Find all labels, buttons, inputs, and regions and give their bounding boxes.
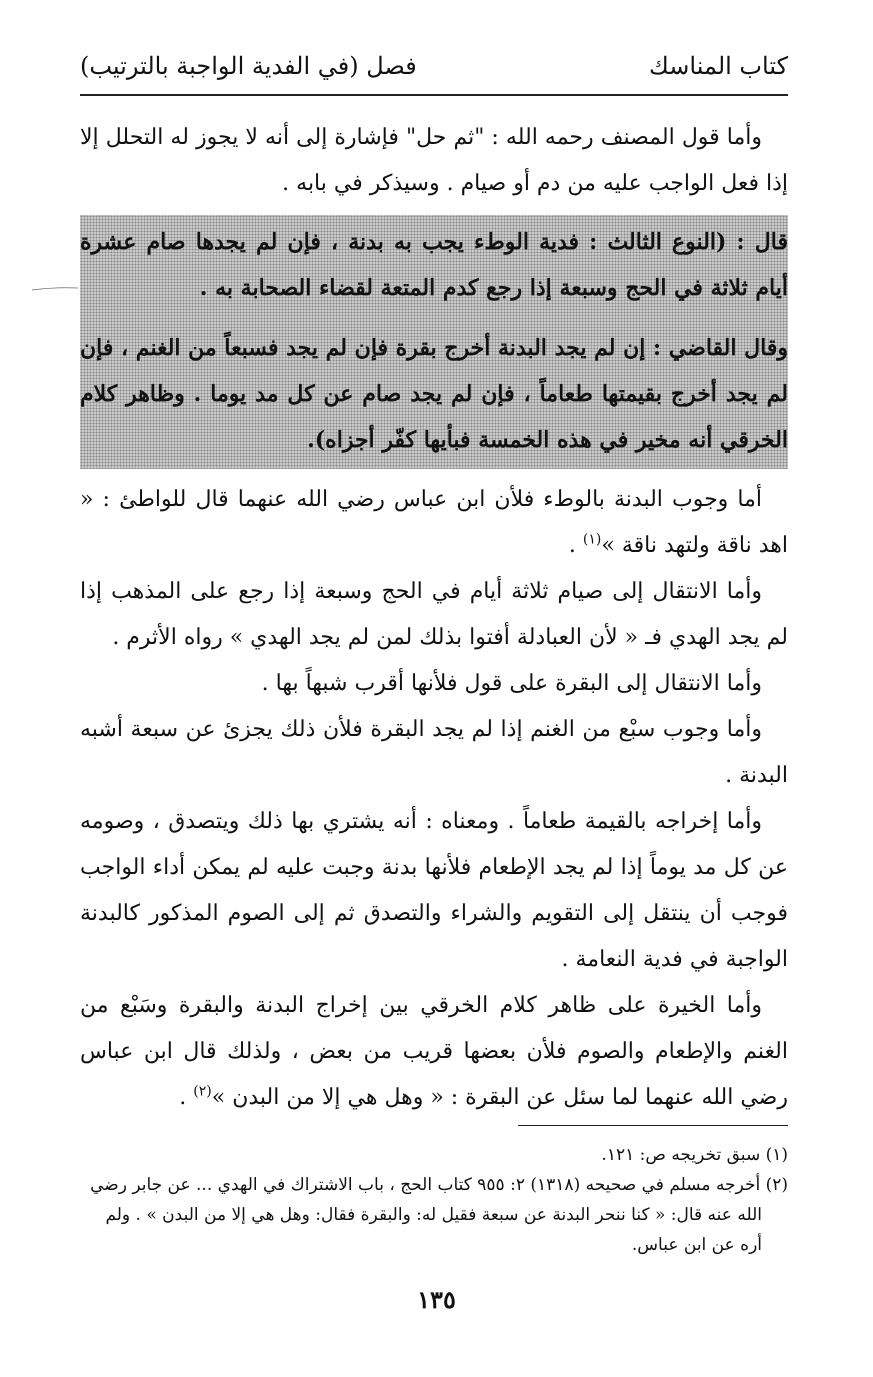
footnote-1: (١) سبق تخريجه ص: ١٢١. [601,1145,788,1165]
book-title: كتاب المناسك [649,52,788,80]
margin-mark [30,286,80,292]
paragraph-1 [80,477,788,569]
paragraph-5: وأما إخراجه بالقيمة طعاماً . ومعناه : أنه يشتري بها ذلك ويتصدق ، وصومه عن كل مد يوماً إذا لم يجد الإطعام فلأنها بدنة وجبت عليه لم يمكن أداء الواجب فوجب أن ينتقل إلى التقويم والشراء والتصدق ثم إلى الصوم المذكور كالبدنة الواجبة في فدية النعامة . [80,809,789,972]
footnote-ref-2: (٢) [193,1083,212,1100]
quoted-matn-block [80,215,788,469]
paragraph-6-end: . [179,1085,194,1110]
page-number: ١٣٥ [417,1285,456,1314]
intro-paragraph: وأما قول المصنف رحمه الله : "ثم حل" فإشارة إلى أنه لا يجوز له التحلل إلا إذا فعل الواجب عليه من دم أو صيام . وسيذكر في بابه . [80,125,788,196]
matn-paragraph-2: وقال القاضي : إن لم يجد البدنة أخرج بقرة فإن لم يجد فسبعاً من الغنم ، فإن لم يجد أخرج بقيمتها طعاماً ، فإن لم يجد صام عن كل مد يوما . وظاهر كلام الخرقي أنه مخير في هذه الخمسة فبأيها كفّر أجزاه). [80,335,788,453]
footnote-ref-1: (١) [582,531,602,548]
running-header [80,50,788,96]
footnote-2: (٢) أخرجه مسلم في صحيحه (١٣١٨) ٢: ٩٥٥ كتاب الحج ، باب الاشتراك في الهدي ... عن جابر رضي الله عنه قال: « كنا ننحر البدنة عن سبعة فقيل له: والبقرة فقال: وهل هي إلا من البدن » . ولم أره عن ابن عباس. [90,1175,788,1255]
paragraph-1-end: . [568,533,583,558]
matn-paragraph-1: قال : (النوع الثالث : فدية الوطء يجب به بدنة ، فإن لم يجدها صام عشرة أيام ثلاثة في الحج وسبعة إذا رجع كدم المتعة لقضاء الصحابة به . [80,229,788,301]
paragraph-6 [80,983,788,1121]
footnotes [80,1125,788,1260]
main-text [80,115,788,1121]
footnote-rule [518,1125,788,1126]
paragraph-4: وأما وجوب سبْع من الغنم إذا لم يجد البقرة فلأن ذلك يجزئ عن سبعة أشبه البدنة . [80,717,788,788]
paragraph-2: وأما الانتقال إلى صيام ثلاثة أيام في الحج وسبعة إذا رجع على المذهب إذا لم يجد الهدي فـ « لأن العبادلة أفتوا بذلك لمن لم يجد الهدي » رواه الأثرم . [80,579,788,650]
paragraph-3: وأما الانتقال إلى البقرة على قول فلأنها أقرب شبهاً بها . [261,671,762,696]
paragraph-1-text: أما وجوب البدنة بالوطء فلأن ابن عباس رضي الله عنهما قال للواطئ : « اهد ناقة ولتهد ناقة » [80,487,788,558]
paragraph-6-text: وأما الخيرة على ظاهر كلام الخرقي بين إخراج البدنة والبقرة وسَبْع من الغنم والإطعام والصوم فلأن بعضها قريب من بعض ، ولذلك قال ابن عباس رضي الله عنهما لما سئل عن البقرة : « وهل هي إلا من البدن » [80,993,788,1110]
chapter-title: فصل (في الفدية الواجبة بالترتيب) [80,52,417,80]
